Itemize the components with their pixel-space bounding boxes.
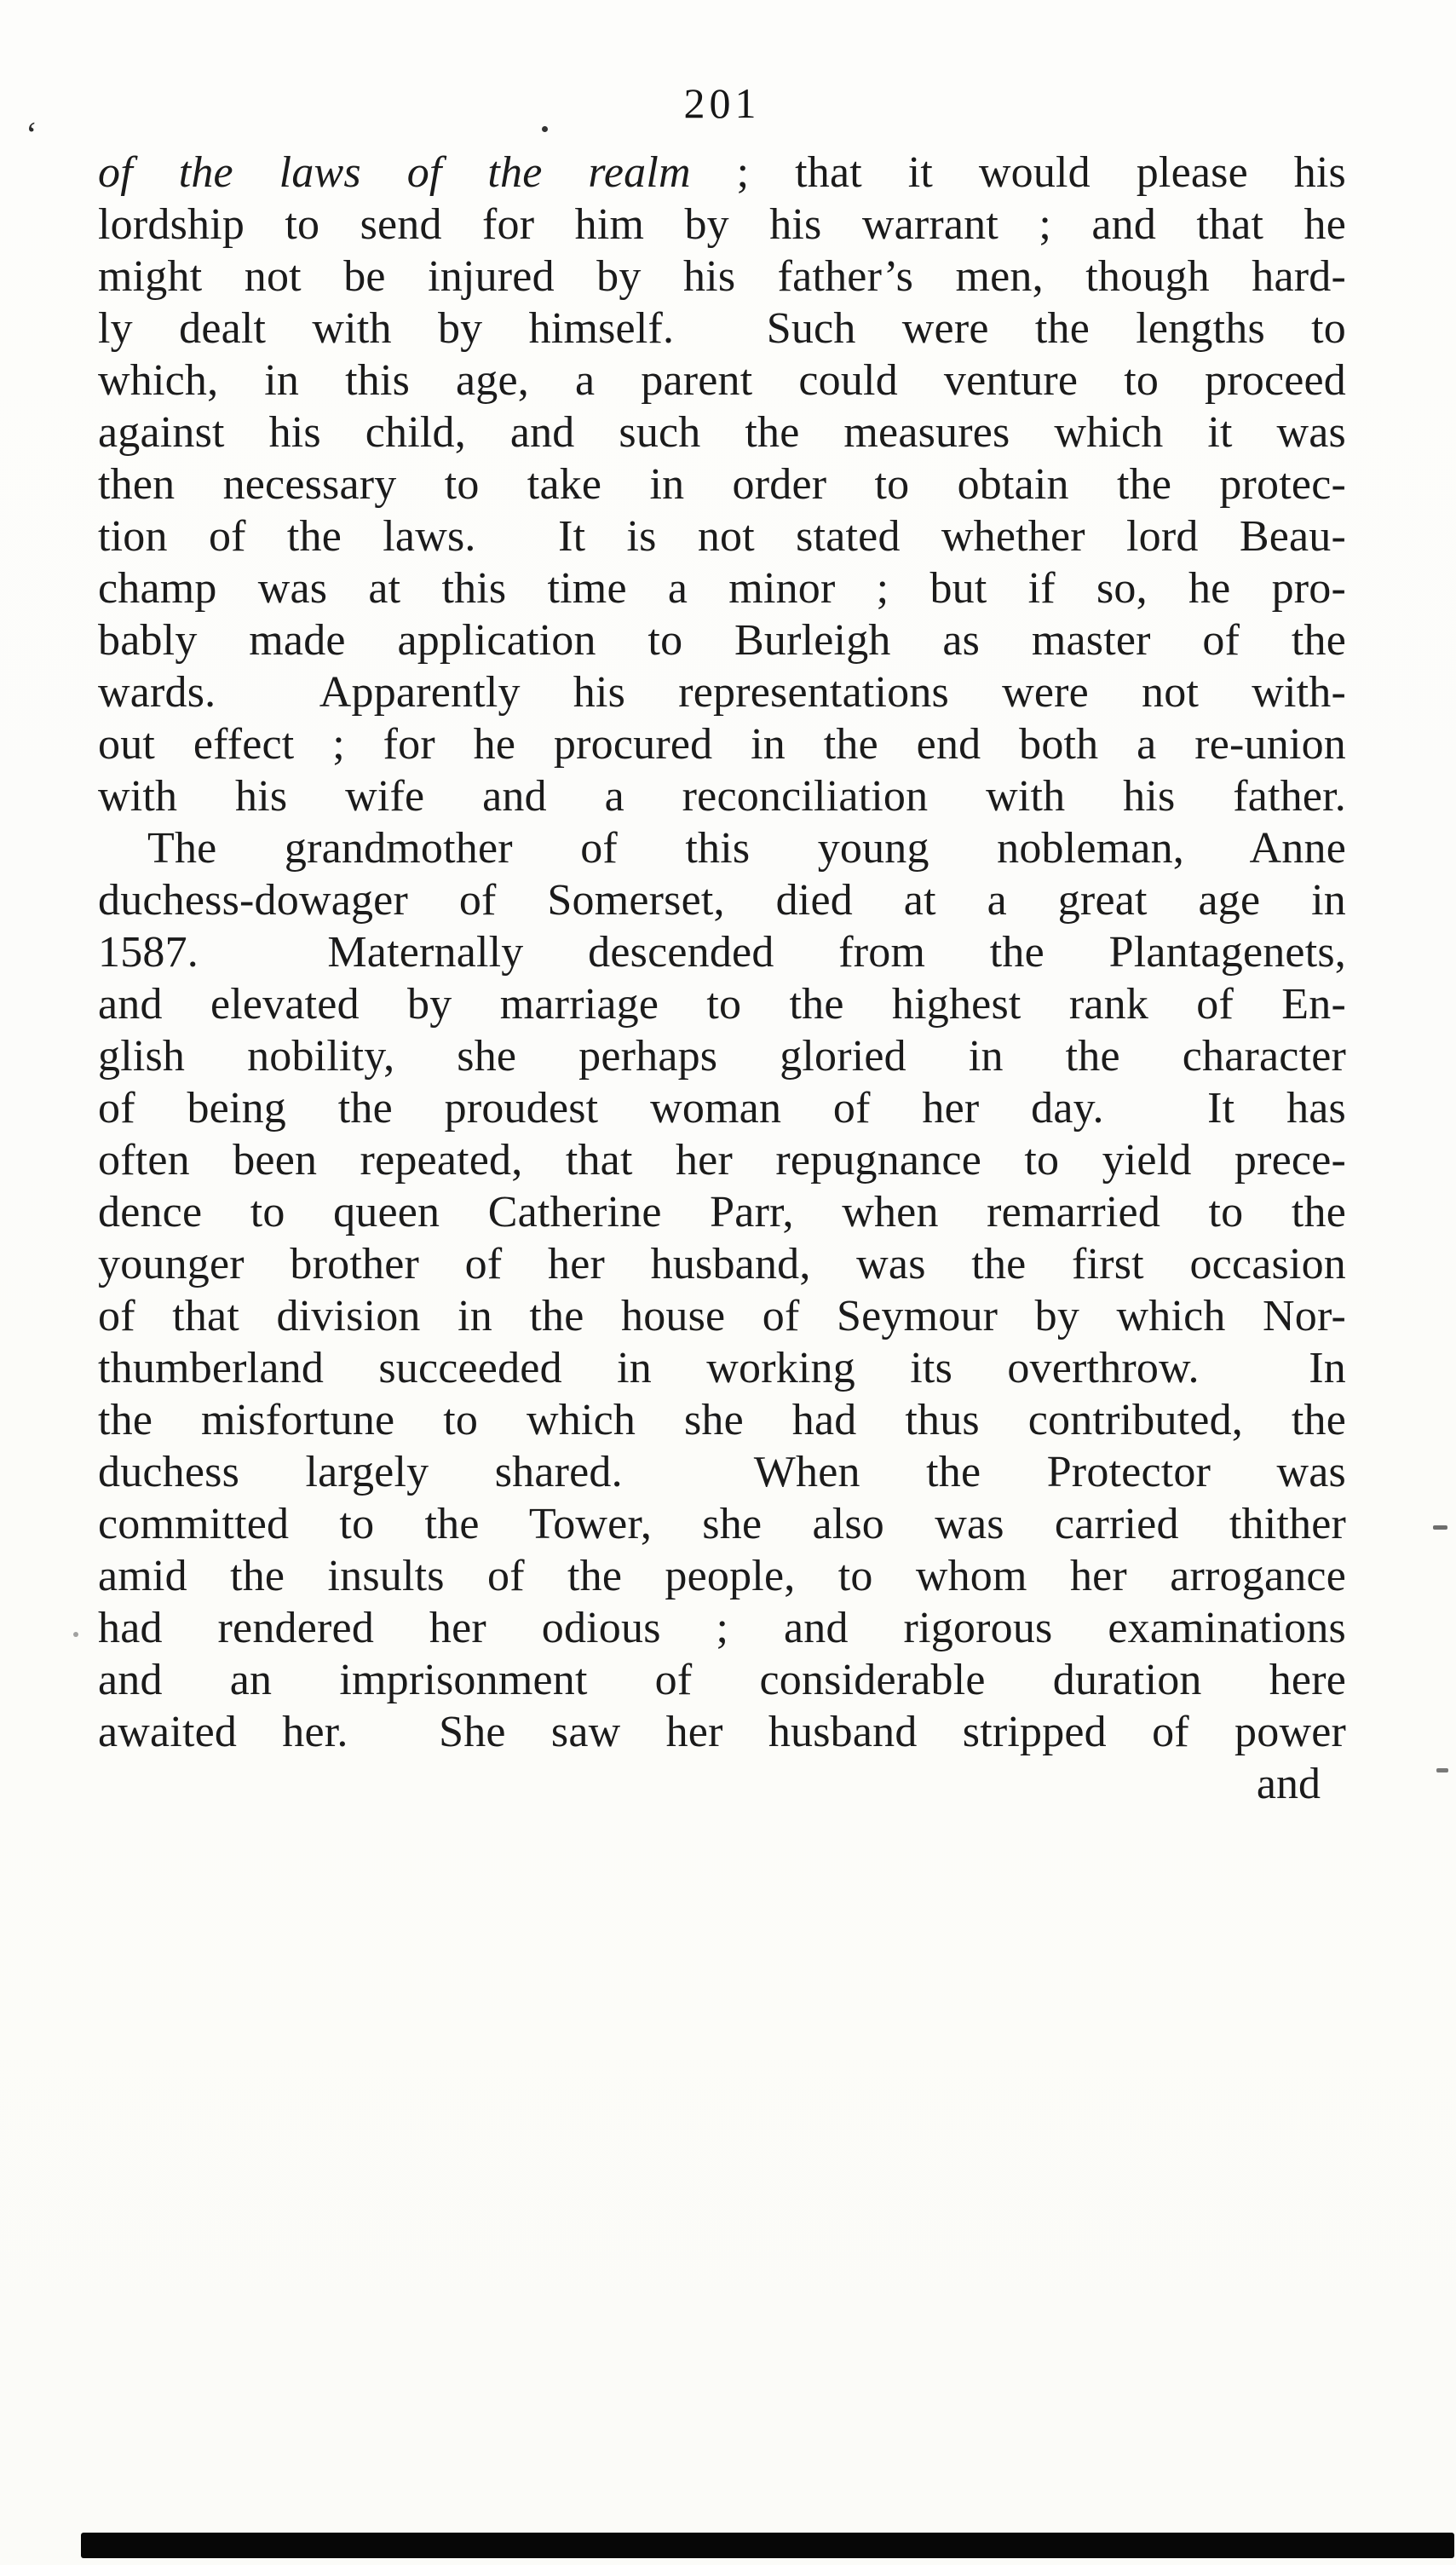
text-line (98, 251, 1346, 303)
text-line (98, 354, 1346, 406)
text-segment: of being the proudest woman of her day. It has (98, 1084, 1346, 1133)
text-line (98, 1706, 1346, 1758)
text-segment: out effect ; for he procured in the end both a re-union (98, 720, 1346, 769)
text-segment: bably made application to Burleigh as master of the (98, 616, 1346, 665)
text-line (98, 1654, 1346, 1706)
text-line (98, 1446, 1346, 1498)
text-segment: champ was at this time a minor ; but if so, he pro- (98, 564, 1346, 613)
text-line (98, 1342, 1346, 1394)
italic-text: of the laws of the realm (98, 148, 691, 197)
text-segment: might not be injured by his father’s men, though hard- (98, 252, 1346, 301)
text-line (98, 1186, 1346, 1238)
text-line (98, 303, 1346, 354)
scan-black-bar (81, 2533, 1454, 2558)
text-line (98, 1134, 1346, 1186)
scan-speck-icon (542, 126, 548, 132)
text-line (98, 562, 1346, 614)
text-segment: tion of the laws. It is not stated whether lord Beau- (98, 512, 1346, 561)
page-number: 201 (683, 79, 761, 127)
text-segment: thumberland succeeded in working its overthrow. In (98, 1344, 1346, 1392)
text-segment: had rendered her odious ; and rigorous examinations (98, 1604, 1346, 1652)
text-segment: and elevated by marriage to the highest rank of En- (98, 980, 1346, 1029)
text-line (98, 822, 1346, 874)
scan-speck-icon (1436, 1768, 1448, 1772)
text-line (98, 1602, 1346, 1654)
text-line (98, 406, 1346, 458)
text-segment: younger brother of her husband, was the first occasion (98, 1240, 1346, 1288)
text-line (98, 1082, 1346, 1134)
text-segment: glish nobility, she perhaps gloried in the character (98, 1032, 1346, 1081)
text-line (98, 1550, 1346, 1602)
text-segment: which, in this age, a parent could venture to proceed (98, 356, 1346, 405)
text-line (98, 199, 1346, 251)
text-line (98, 978, 1346, 1030)
text-line (98, 1394, 1346, 1446)
text-line (98, 770, 1346, 822)
text-line (98, 458, 1346, 510)
text-segment: awaited her. She saw her husband stripped of power (98, 1708, 1346, 1756)
catchword: and (1256, 1760, 1321, 1808)
text-segment: ly dealt with by himself. Such were the lengths to (98, 304, 1346, 353)
text-line (98, 1498, 1346, 1550)
text-line (98, 1238, 1346, 1290)
text-segment: The grandmother of this young nobleman, Anne (147, 824, 1346, 873)
text-segment: often been repeated, that her repugnance to yield prece- (98, 1136, 1346, 1185)
text-segment: ; that it would please his (690, 148, 1346, 197)
text-line (98, 718, 1346, 770)
text-line (98, 147, 1346, 199)
text-segment: dence to queen Catherine Parr, when remarried to the (98, 1188, 1346, 1236)
text-segment: duchess largely shared. When the Protector was (98, 1448, 1346, 1496)
text-segment: then necessary to take in order to obtain the protec- (98, 460, 1346, 509)
paragraph (98, 822, 1346, 1758)
text-segment: duchess-dowager of Somerset, died at a great age in (98, 876, 1346, 925)
text-line (98, 926, 1346, 978)
text-segment: against his child, and such the measures which it was (98, 408, 1346, 457)
text-segment: the misfortune to which she had thus contributed, the (98, 1396, 1346, 1444)
text-line (98, 666, 1346, 718)
text-segment: 1587. Maternally descended from the Plantagenets, (98, 928, 1346, 977)
scan-speck-icon (1433, 1525, 1447, 1530)
text-segment: amid the insults of the people, to whom her arrogance (98, 1552, 1346, 1600)
text-line (98, 614, 1346, 666)
paragraph (98, 147, 1346, 822)
text-segment: wards. Apparently his representations were not with- (98, 668, 1346, 717)
text-line (98, 1030, 1346, 1082)
text-segment: lordship to send for him by his warrant ; and that he (98, 200, 1346, 249)
text-segment: with his wife and a reconciliation with his father. (98, 772, 1346, 821)
text-segment: of that division in the house of Seymour by which Nor- (98, 1292, 1346, 1340)
scan-speck-icon (73, 1632, 78, 1637)
text-line (98, 1290, 1346, 1342)
text-segment: and an imprisonment of considerable duration here (98, 1656, 1346, 1704)
text-line (98, 874, 1346, 926)
text-segment: committed to the Tower, she also was carried thither (98, 1500, 1346, 1548)
text-line (98, 510, 1346, 562)
text-block (98, 147, 1346, 1758)
stray-ink-mark: ‘ (26, 116, 37, 155)
